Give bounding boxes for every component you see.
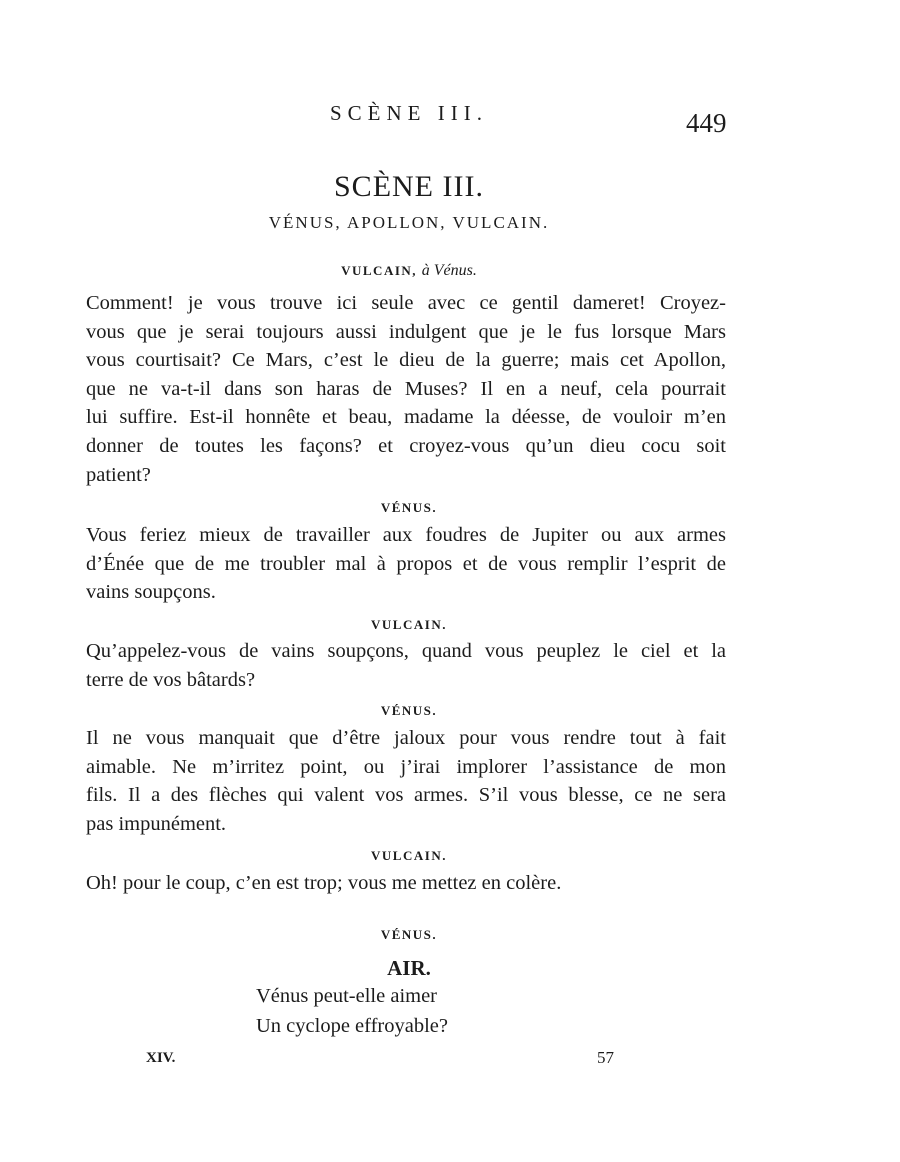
- speech-line: d’Énée que de me troubler mal à propos et de vous remplir l’esprit de: [86, 552, 726, 575]
- signature-number: 57: [597, 1048, 614, 1067]
- stage-direction: à Vénus.: [421, 262, 477, 279]
- speech-line: Comment! je vous trouve ici seule avec ce gentil dameret! Croyez-: [86, 292, 726, 314]
- speaker-label: VULCAIN.: [371, 848, 447, 863]
- speaker-label: VÉNUS.: [380, 500, 438, 515]
- running-head: SCÈNE III.: [330, 101, 488, 125]
- speech-line: vous que je serai toujours aussi indulgent que je le fus lorsque Mars: [86, 320, 726, 343]
- speech-line: Oh! pour le coup, c’en est trop; vous me mettez en colère.: [86, 872, 562, 894]
- speech-line: fils. Il a des flèches qui valent vos armes. S’il vous blesse, ce ne sera: [86, 784, 726, 807]
- speech-text: [86, 724, 726, 838]
- speech-line: vains soupçons.: [86, 581, 216, 604]
- speaker-label: [0, 262, 818, 280]
- signature-volume: XIV.: [146, 1050, 176, 1066]
- speech-text: [86, 637, 726, 694]
- page-number: 449: [686, 108, 727, 138]
- speaker-label: VÉNUS.: [380, 927, 438, 942]
- speaker-label: VÉNUS.: [380, 703, 438, 718]
- speech-line: lui suffire. Est-il honnête et beau, madame la déesse, de vouloir m’en: [86, 406, 726, 429]
- air-heading: AIR.: [387, 956, 431, 980]
- speech-line: donner de toutes les façons? et croyez-vous qu’un dieu cocu soit: [86, 434, 726, 457]
- speech-text: [86, 869, 726, 898]
- speaker-name: VULCAIN,: [341, 263, 418, 278]
- speech-text: [86, 289, 726, 489]
- speech-text: [86, 521, 726, 607]
- scene-title: SCÈNE III.: [334, 170, 484, 203]
- speech-line: vous courtisait? Ce Mars, c’est le dieu de la guerre; mais cet Apollon,: [86, 349, 726, 372]
- speech-line: Il ne vous manquait que d’être jaloux pour vous rendre tout à fait: [86, 727, 726, 749]
- cast-list: VÉNUS, APOLLON, VULCAIN.: [268, 213, 550, 232]
- speaker-label: VULCAIN.: [371, 617, 447, 632]
- verse-line: Vénus peut-elle aimer: [256, 985, 438, 1007]
- speech-line: que ne va-t-il dans son haras de Muses? Il en a neuf, cela pourrait: [86, 377, 726, 400]
- speech-line: Vous feriez mieux de travailler aux foudres de Jupiter ou aux armes: [86, 524, 726, 546]
- verse-line: Un cyclope effroyable?: [256, 1015, 448, 1037]
- speech-line: terre de vos bâtards?: [86, 668, 256, 691]
- speech-line: pas impunément.: [86, 812, 227, 835]
- speech-line: Qu’appelez-vous de vains soupçons, quand vous peuplez le ciel et la: [86, 640, 726, 662]
- speech-line: aimable. Ne m’irritez point, ou j’irai implorer l’assistance de mon: [86, 755, 726, 778]
- speech-line: patient?: [86, 463, 151, 486]
